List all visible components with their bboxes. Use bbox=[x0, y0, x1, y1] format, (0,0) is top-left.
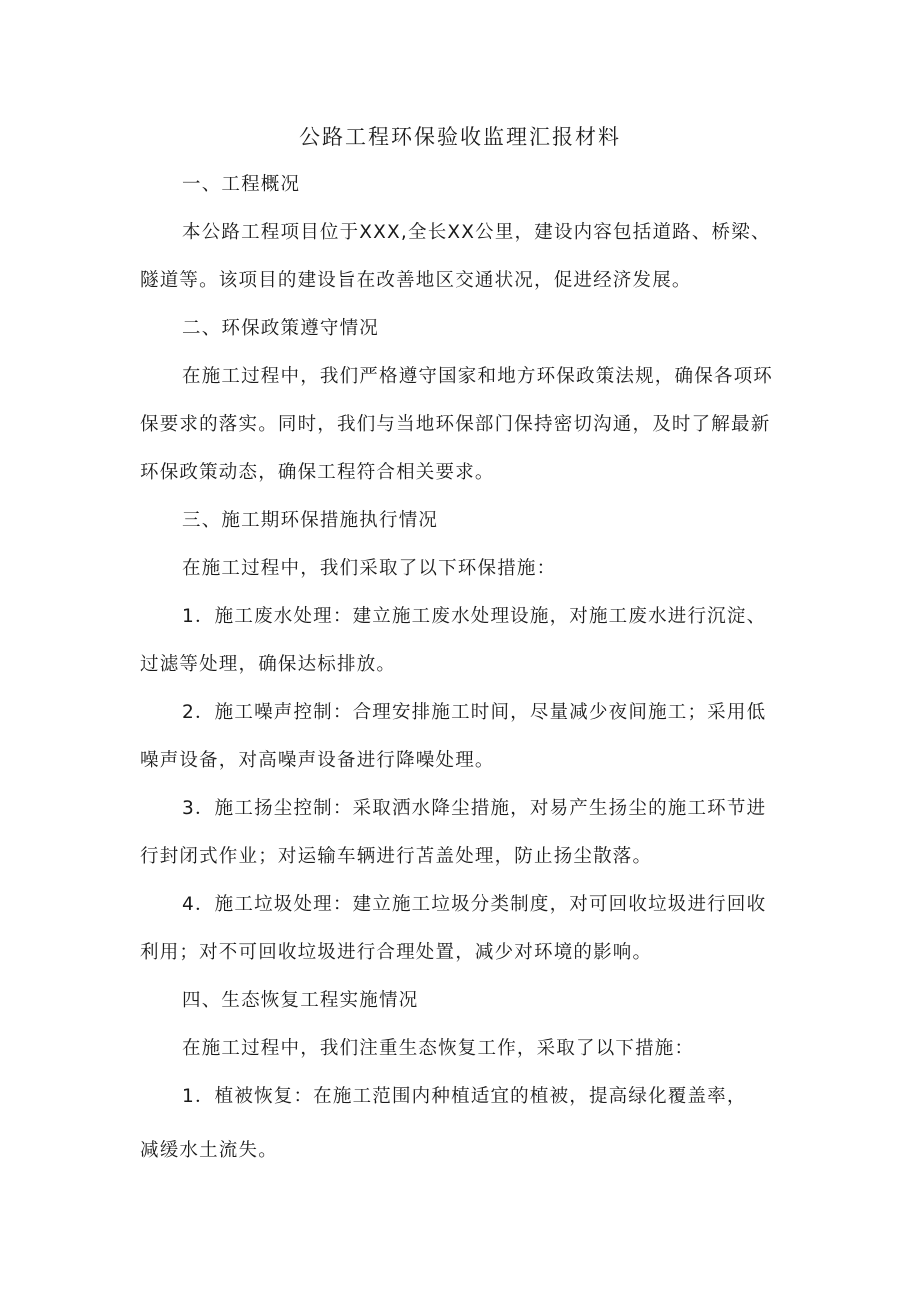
list-item-line: 减缓水土流失。 bbox=[140, 1140, 278, 1161]
paragraph-line: 在施工过程中，我们采取了以下环保措施： bbox=[182, 558, 557, 579]
list-item-line: 1．施工废水处理：建立施工废水处理设施，对施工废水进行沉淀、 bbox=[182, 606, 767, 627]
document-title: 公路工程环保验收监理汇报材料 bbox=[299, 125, 621, 149]
section-heading-policy: 二、环保政策遵守情况 bbox=[182, 318, 380, 339]
list-item-line: 行封闭式作业；对运输车辆进行苫盖处理，防止扬尘散落。 bbox=[140, 846, 653, 867]
paragraph-line: 本公路工程项目位于XXX,全长XX公里，建设内容包括道路、桥梁、 bbox=[182, 222, 771, 243]
paragraph-line: 环保政策动态，确保工程符合相关要求。 bbox=[140, 462, 495, 483]
section-heading-overview: 一、工程概况 bbox=[182, 174, 301, 195]
section-heading-ecology: 四、生态恢复工程实施情况 bbox=[182, 990, 419, 1011]
list-item-line: 1．植被恢复：在施工范围内种植适宜的植被，提高绿化覆盖率， bbox=[182, 1086, 747, 1107]
list-item-line: 过滤等处理，确保达标排放。 bbox=[140, 654, 397, 675]
paragraph-line: 在施工过程中，我们注重生态恢复工作，采取了以下措施： bbox=[182, 1038, 695, 1059]
paragraph-line: 在施工过程中，我们严格遵守国家和地方环保政策法规，确保各项环 bbox=[182, 366, 774, 387]
paragraph-line: 保要求的落实。同时，我们与当地环保部门保持密切沟通，及时了解最新 bbox=[140, 414, 771, 435]
list-item-line: 噪声设备，对高噪声设备进行降噪处理。 bbox=[140, 750, 495, 771]
list-item-line: 利用；对不可回收垃圾进行合理处置，减少对环境的影响。 bbox=[140, 942, 653, 963]
paragraph-line: 隧道等。该项目的建设旨在改善地区交通状况，促进经济发展。 bbox=[140, 270, 692, 291]
list-item-line: 4．施工垃圾处理：建立施工垃圾分类制度，对可回收垃圾进行回收 bbox=[182, 894, 767, 915]
list-item-line: 2．施工噪声控制：合理安排施工时间，尽量减少夜间施工；采用低 bbox=[182, 702, 767, 723]
list-item-line: 3．施工扬尘控制：采取洒水降尘措施，对易产生扬尘的施工环节进 bbox=[182, 798, 767, 819]
section-heading-construction: 三、施工期环保措施执行情况 bbox=[182, 510, 439, 531]
